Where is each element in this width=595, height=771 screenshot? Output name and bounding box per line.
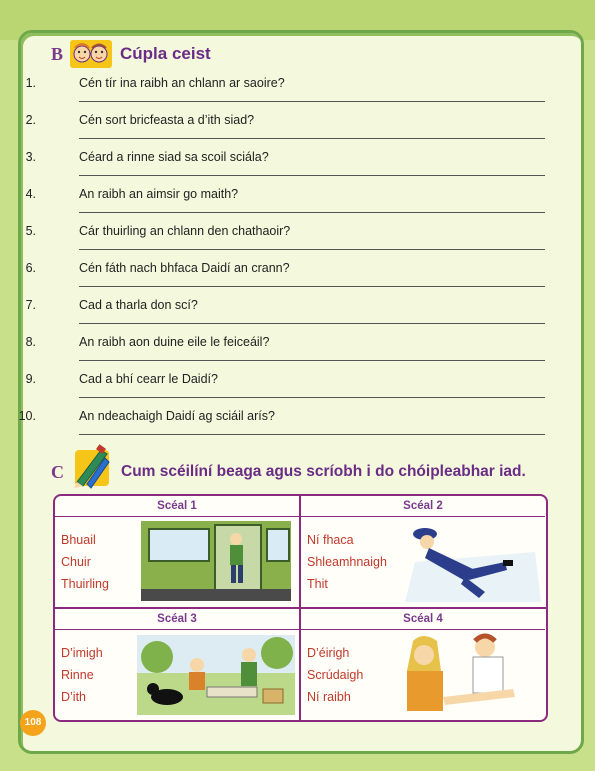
question-row bbox=[0, 372, 560, 409]
question-row bbox=[0, 298, 560, 335]
slipping-man-illustration bbox=[405, 522, 541, 609]
question-number: 10. bbox=[18, 409, 36, 423]
stories-table bbox=[53, 494, 548, 722]
question-text: Cén tír ina raibh an chlann ar saoire? bbox=[79, 76, 285, 90]
question-text: Cén sort bricfeasta a d’ith siad? bbox=[79, 113, 255, 127]
question-text: Cár thuirling an chlann den chathaoir? bbox=[79, 224, 291, 238]
question-text: Cad a bhí cearr le Daidí? bbox=[79, 372, 218, 386]
picnic-illustration bbox=[137, 635, 295, 720]
question-row bbox=[0, 261, 560, 298]
bus-illustration bbox=[141, 521, 291, 606]
question-row bbox=[0, 113, 560, 150]
story-title: Scéal 4 bbox=[301, 609, 545, 630]
story-cell-2 bbox=[301, 496, 545, 607]
question-number: 2. bbox=[25, 113, 36, 127]
question-number: 1. bbox=[25, 76, 36, 90]
story-cell-4 bbox=[301, 609, 545, 720]
word: Ní raibh bbox=[307, 690, 351, 704]
question-row bbox=[0, 335, 560, 372]
question-text: An ndeachaigh Daidí ag sciáil arís? bbox=[79, 409, 275, 423]
answer-line[interactable] bbox=[79, 101, 545, 102]
section-b-title: Cúpla ceist bbox=[120, 44, 211, 63]
story-title: Scéal 3 bbox=[55, 609, 299, 630]
answer-line[interactable] bbox=[79, 360, 545, 361]
question-number: 7. bbox=[25, 298, 36, 312]
question-number: 8. bbox=[25, 335, 36, 349]
story-cell-3 bbox=[55, 609, 299, 720]
answer-line[interactable] bbox=[79, 323, 545, 324]
answer-line[interactable] bbox=[79, 138, 545, 139]
word: Scrúdaigh bbox=[307, 668, 364, 682]
page-number-badge: 108 bbox=[20, 710, 46, 736]
word: Bhuail bbox=[61, 533, 96, 547]
question-text: Cén fáth nach bhfaca Daidí an crann? bbox=[79, 261, 290, 275]
question-row bbox=[0, 409, 560, 446]
word: D’éirigh bbox=[307, 646, 350, 660]
word: Thit bbox=[307, 577, 328, 591]
question-row bbox=[0, 150, 560, 187]
word: Thuirling bbox=[61, 577, 109, 591]
story-words bbox=[61, 642, 103, 708]
answer-line[interactable] bbox=[79, 249, 545, 250]
question-row bbox=[0, 187, 560, 224]
question-number: 6. bbox=[25, 261, 36, 275]
story-words bbox=[61, 529, 109, 595]
pencil-crayons-icon bbox=[71, 444, 113, 490]
word: Rinne bbox=[61, 668, 94, 682]
question-row bbox=[0, 76, 560, 113]
answer-line[interactable] bbox=[79, 397, 545, 398]
question-number: 4. bbox=[25, 187, 36, 201]
story-cell-1 bbox=[55, 496, 299, 607]
question-number: 9. bbox=[25, 372, 36, 386]
word: D’imigh bbox=[61, 646, 103, 660]
word: D’ith bbox=[61, 690, 87, 704]
word: Ní fhaca bbox=[307, 533, 354, 547]
answer-line[interactable] bbox=[79, 434, 545, 435]
answer-line[interactable] bbox=[79, 212, 545, 213]
doctor-illustration bbox=[393, 631, 539, 720]
question-row bbox=[0, 224, 560, 261]
question-number: 5. bbox=[25, 224, 36, 238]
section-c-letter: C bbox=[51, 462, 64, 482]
word: Chuir bbox=[61, 555, 91, 569]
story-words bbox=[307, 529, 387, 595]
story-title: Scéal 1 bbox=[55, 496, 299, 517]
question-number: 3. bbox=[25, 150, 36, 164]
story-title: Scéal 2 bbox=[301, 496, 545, 517]
answer-line[interactable] bbox=[79, 175, 545, 176]
story-words bbox=[307, 642, 363, 708]
question-text: Céard a rinne siad sa scoil sciála? bbox=[79, 150, 269, 164]
question-text: An raibh aon duine eile le feiceáil? bbox=[79, 335, 270, 349]
section-c-title: Cum scéilíní beaga agus scríobh i do chóipleabhar iad. bbox=[121, 463, 526, 480]
answer-line[interactable] bbox=[79, 286, 545, 287]
children-faces-icon bbox=[70, 40, 112, 68]
word: Shleamhnaigh bbox=[307, 555, 387, 569]
question-text: An raibh an aimsir go maith? bbox=[79, 187, 239, 201]
question-text: Cad a tharla don scí? bbox=[79, 298, 198, 312]
section-b-letter: B bbox=[51, 44, 64, 64]
